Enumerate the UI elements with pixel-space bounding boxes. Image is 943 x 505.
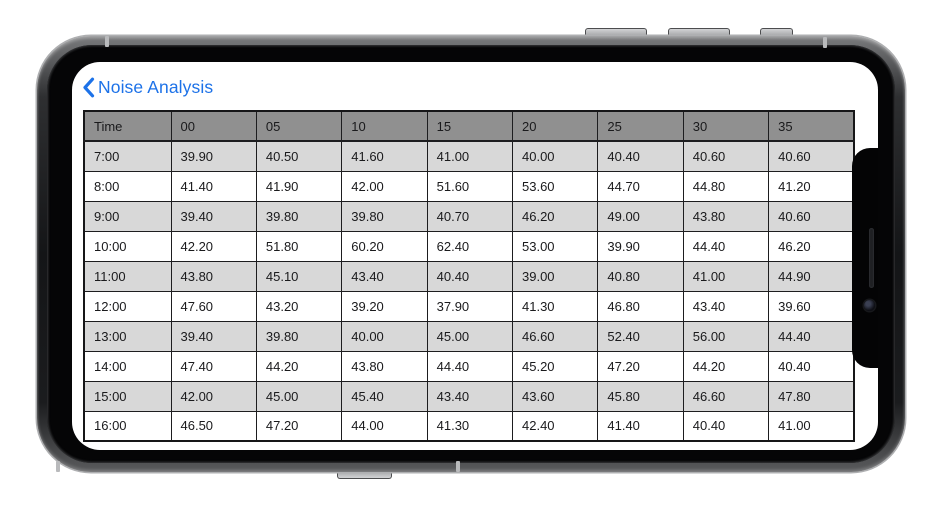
time-cell: 11:00 bbox=[84, 261, 171, 291]
value-cell: 46.80 bbox=[598, 291, 683, 321]
column-header: 00 bbox=[171, 111, 256, 141]
value-cell: 39.40 bbox=[171, 321, 256, 351]
chevron-left-icon bbox=[82, 77, 95, 98]
value-cell: 42.00 bbox=[342, 171, 427, 201]
time-cell: 13:00 bbox=[84, 321, 171, 351]
table-row bbox=[84, 141, 854, 171]
value-cell: 40.60 bbox=[683, 141, 768, 171]
time-cell: 10:00 bbox=[84, 231, 171, 261]
value-cell: 47.20 bbox=[256, 411, 341, 441]
antenna-line bbox=[105, 36, 109, 47]
value-cell: 40.40 bbox=[683, 411, 768, 441]
front-camera-icon bbox=[864, 300, 875, 311]
value-cell: 43.40 bbox=[427, 381, 512, 411]
value-cell: 43.80 bbox=[683, 201, 768, 231]
value-cell: 62.40 bbox=[427, 231, 512, 261]
column-header: 35 bbox=[769, 111, 854, 141]
table-row bbox=[84, 201, 854, 231]
value-cell: 39.90 bbox=[171, 141, 256, 171]
value-cell: 46.20 bbox=[769, 231, 854, 261]
value-cell: 44.40 bbox=[427, 351, 512, 381]
value-cell: 42.20 bbox=[171, 231, 256, 261]
table-row bbox=[84, 171, 854, 201]
table-header-row bbox=[84, 111, 854, 141]
value-cell: 45.10 bbox=[256, 261, 341, 291]
nav-bar bbox=[82, 74, 213, 100]
value-cell: 44.40 bbox=[769, 321, 854, 351]
value-cell: 47.80 bbox=[769, 381, 854, 411]
time-cell: 16:00 bbox=[84, 411, 171, 441]
value-cell: 43.40 bbox=[683, 291, 768, 321]
value-cell: 39.80 bbox=[256, 321, 341, 351]
value-cell: 46.60 bbox=[513, 321, 598, 351]
value-cell: 51.80 bbox=[256, 231, 341, 261]
value-cell: 42.00 bbox=[171, 381, 256, 411]
value-cell: 41.60 bbox=[342, 141, 427, 171]
table-row bbox=[84, 351, 854, 381]
value-cell: 47.60 bbox=[171, 291, 256, 321]
phone-frame bbox=[37, 36, 905, 472]
table-row bbox=[84, 231, 854, 261]
value-cell: 49.00 bbox=[598, 201, 683, 231]
time-cell: 15:00 bbox=[84, 381, 171, 411]
value-cell: 45.20 bbox=[513, 351, 598, 381]
time-cell: 14:00 bbox=[84, 351, 171, 381]
column-header: 05 bbox=[256, 111, 341, 141]
value-cell: 52.40 bbox=[598, 321, 683, 351]
value-cell: 53.00 bbox=[513, 231, 598, 261]
value-cell: 41.40 bbox=[171, 171, 256, 201]
table-body bbox=[84, 141, 854, 441]
antenna-line bbox=[823, 37, 827, 48]
notch bbox=[852, 148, 878, 368]
value-cell: 40.50 bbox=[256, 141, 341, 171]
value-cell: 44.80 bbox=[683, 171, 768, 201]
value-cell: 47.40 bbox=[171, 351, 256, 381]
column-header: Time bbox=[84, 111, 171, 141]
antenna-line bbox=[456, 461, 460, 472]
phone-screen bbox=[72, 62, 878, 450]
value-cell: 40.60 bbox=[769, 201, 854, 231]
column-header: 20 bbox=[513, 111, 598, 141]
value-cell: 53.60 bbox=[513, 171, 598, 201]
column-header: 30 bbox=[683, 111, 768, 141]
value-cell: 44.90 bbox=[769, 261, 854, 291]
value-cell: 51.60 bbox=[427, 171, 512, 201]
table-row bbox=[84, 381, 854, 411]
value-cell: 46.50 bbox=[171, 411, 256, 441]
value-cell: 45.80 bbox=[598, 381, 683, 411]
time-cell: 9:00 bbox=[84, 201, 171, 231]
value-cell: 40.40 bbox=[598, 141, 683, 171]
back-button-label: Noise Analysis bbox=[98, 76, 214, 97]
value-cell: 41.20 bbox=[769, 171, 854, 201]
value-cell: 44.00 bbox=[342, 411, 427, 441]
column-header: 15 bbox=[427, 111, 512, 141]
time-cell: 7:00 bbox=[84, 141, 171, 171]
table-row bbox=[84, 261, 854, 291]
value-cell: 41.00 bbox=[683, 261, 768, 291]
value-cell: 41.40 bbox=[598, 411, 683, 441]
value-cell: 60.20 bbox=[342, 231, 427, 261]
value-cell: 39.60 bbox=[769, 291, 854, 321]
value-cell: 44.70 bbox=[598, 171, 683, 201]
value-cell: 41.00 bbox=[769, 411, 854, 441]
table-row bbox=[84, 411, 854, 441]
value-cell: 45.40 bbox=[342, 381, 427, 411]
value-cell: 42.40 bbox=[513, 411, 598, 441]
value-cell: 56.00 bbox=[683, 321, 768, 351]
value-cell: 44.20 bbox=[256, 351, 341, 381]
value-cell: 44.40 bbox=[683, 231, 768, 261]
table-row bbox=[84, 321, 854, 351]
table-row bbox=[84, 291, 854, 321]
value-cell: 39.80 bbox=[342, 201, 427, 231]
value-cell: 41.90 bbox=[256, 171, 341, 201]
value-cell: 39.00 bbox=[513, 261, 598, 291]
value-cell: 46.20 bbox=[513, 201, 598, 231]
value-cell: 43.80 bbox=[342, 351, 427, 381]
back-button[interactable] bbox=[82, 77, 213, 98]
value-cell: 44.20 bbox=[683, 351, 768, 381]
value-cell: 43.60 bbox=[513, 381, 598, 411]
value-cell: 39.20 bbox=[342, 291, 427, 321]
value-cell: 43.80 bbox=[171, 261, 256, 291]
value-cell: 40.00 bbox=[513, 141, 598, 171]
value-cell: 41.30 bbox=[427, 411, 512, 441]
value-cell: 40.40 bbox=[769, 351, 854, 381]
column-header: 25 bbox=[598, 111, 683, 141]
value-cell: 45.00 bbox=[256, 381, 341, 411]
value-cell: 47.20 bbox=[598, 351, 683, 381]
time-cell: 12:00 bbox=[84, 291, 171, 321]
value-cell: 40.00 bbox=[342, 321, 427, 351]
antenna-line bbox=[56, 461, 60, 472]
value-cell: 37.90 bbox=[427, 291, 512, 321]
value-cell: 40.70 bbox=[427, 201, 512, 231]
value-cell: 41.30 bbox=[513, 291, 598, 321]
value-cell: 40.40 bbox=[427, 261, 512, 291]
noise-table bbox=[83, 110, 855, 442]
value-cell: 39.90 bbox=[598, 231, 683, 261]
value-cell: 43.40 bbox=[342, 261, 427, 291]
value-cell: 45.00 bbox=[427, 321, 512, 351]
value-cell: 40.60 bbox=[769, 141, 854, 171]
value-cell: 41.00 bbox=[427, 141, 512, 171]
value-cell: 46.60 bbox=[683, 381, 768, 411]
value-cell: 40.80 bbox=[598, 261, 683, 291]
time-cell: 8:00 bbox=[84, 171, 171, 201]
value-cell: 43.20 bbox=[256, 291, 341, 321]
column-header: 10 bbox=[342, 111, 427, 141]
speaker-icon bbox=[869, 228, 874, 288]
value-cell: 39.40 bbox=[171, 201, 256, 231]
value-cell: 39.80 bbox=[256, 201, 341, 231]
